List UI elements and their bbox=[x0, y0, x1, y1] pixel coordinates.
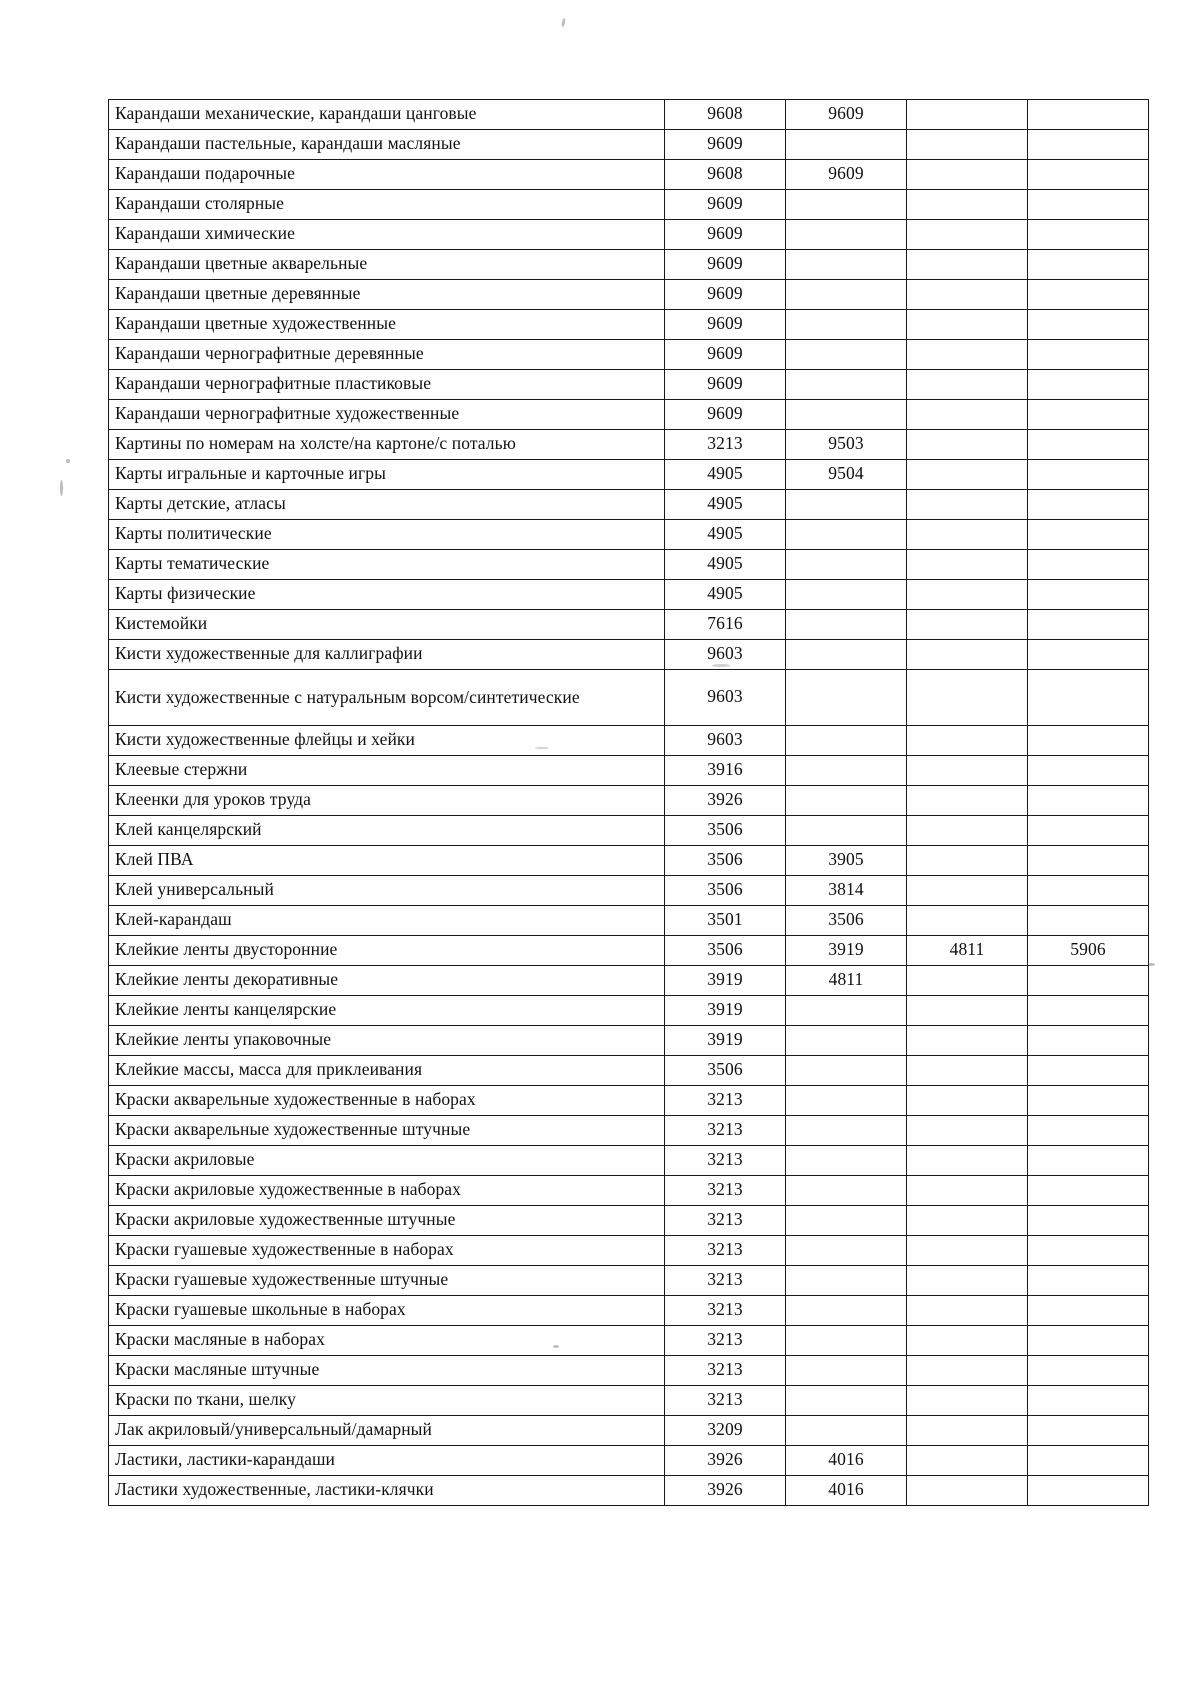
cell-code-2 bbox=[786, 1236, 907, 1266]
cell-code-3 bbox=[907, 490, 1028, 520]
table-row bbox=[109, 1476, 1149, 1506]
cell-code-2 bbox=[786, 220, 907, 250]
cell-code-2: 3905 bbox=[786, 846, 907, 876]
cell-code-4 bbox=[1028, 1296, 1149, 1326]
cell-code-2: 4016 bbox=[786, 1476, 907, 1506]
cell-code-2: 4811 bbox=[786, 966, 907, 996]
cell-code-2 bbox=[786, 580, 907, 610]
cell-item-name: Клейкие ленты упаковочные bbox=[109, 1026, 665, 1056]
cell-code-3 bbox=[907, 1026, 1028, 1056]
table-row bbox=[109, 670, 1149, 726]
cell-item-name: Клейкие массы, масса для приклеивания bbox=[109, 1056, 665, 1086]
table-row bbox=[109, 1206, 1149, 1236]
cell-item-name: Карандаши химические bbox=[109, 220, 665, 250]
cell-code-3 bbox=[907, 400, 1028, 430]
cell-item-name: Карты физические bbox=[109, 580, 665, 610]
cell-code-3 bbox=[907, 1296, 1028, 1326]
cell-code-4 bbox=[1028, 1056, 1149, 1086]
cell-code-1: 3213 bbox=[665, 1116, 786, 1146]
cell-code-1: 3213 bbox=[665, 1326, 786, 1356]
cell-code-4 bbox=[1028, 100, 1149, 130]
cell-item-name: Краски акриловые художественные штучные bbox=[109, 1206, 665, 1236]
table-row bbox=[109, 1296, 1149, 1326]
cell-code-3 bbox=[907, 1416, 1028, 1446]
cell-code-2 bbox=[786, 490, 907, 520]
cell-code-2: 3506 bbox=[786, 906, 907, 936]
cell-code-3 bbox=[907, 340, 1028, 370]
cell-code-3 bbox=[907, 520, 1028, 550]
cell-item-name: Карандаши цветные художественные bbox=[109, 310, 665, 340]
cell-code-1: 9609 bbox=[665, 400, 786, 430]
table-row bbox=[109, 130, 1149, 160]
cell-item-name: Краски акриловые bbox=[109, 1146, 665, 1176]
scan-artifact bbox=[561, 18, 566, 27]
table-row bbox=[109, 250, 1149, 280]
cell-code-2 bbox=[786, 250, 907, 280]
cell-code-1: 3506 bbox=[665, 936, 786, 966]
cell-code-4 bbox=[1028, 1086, 1149, 1116]
cell-code-3 bbox=[907, 726, 1028, 756]
cell-code-4 bbox=[1028, 460, 1149, 490]
cell-code-2: 9503 bbox=[786, 430, 907, 460]
cell-item-name: Краски гуашевые художественные штучные bbox=[109, 1266, 665, 1296]
table-row bbox=[109, 936, 1149, 966]
table-row bbox=[109, 1086, 1149, 1116]
table-row bbox=[109, 610, 1149, 640]
cell-code-3 bbox=[907, 550, 1028, 580]
cell-code-1: 3919 bbox=[665, 966, 786, 996]
cell-code-1: 9609 bbox=[665, 220, 786, 250]
cell-code-3 bbox=[907, 220, 1028, 250]
cell-code-1: 4905 bbox=[665, 550, 786, 580]
table-row bbox=[109, 370, 1149, 400]
cell-code-4 bbox=[1028, 1326, 1149, 1356]
cell-code-3 bbox=[907, 1356, 1028, 1386]
cell-item-name: Карандаши чернографитные деревянные bbox=[109, 340, 665, 370]
cell-code-3 bbox=[907, 1236, 1028, 1266]
table-row bbox=[109, 1056, 1149, 1086]
cell-code-3 bbox=[907, 250, 1028, 280]
cell-item-name: Карты тематические bbox=[109, 550, 665, 580]
scan-artifact bbox=[60, 480, 63, 496]
cell-code-4 bbox=[1028, 1026, 1149, 1056]
cell-code-3 bbox=[907, 310, 1028, 340]
cell-code-3 bbox=[907, 160, 1028, 190]
cell-code-4 bbox=[1028, 430, 1149, 460]
cell-code-2 bbox=[786, 996, 907, 1026]
cell-code-3 bbox=[907, 1116, 1028, 1146]
cell-code-1: 3213 bbox=[665, 430, 786, 460]
table-row bbox=[109, 160, 1149, 190]
cell-code-2 bbox=[786, 370, 907, 400]
cell-item-name: Клей ПВА bbox=[109, 846, 665, 876]
cell-code-3 bbox=[907, 580, 1028, 610]
cell-code-1: 3926 bbox=[665, 1446, 786, 1476]
cell-item-name: Картины по номерам на холсте/на картоне/с поталью bbox=[109, 430, 665, 460]
cell-item-name: Карты игральные и карточные игры bbox=[109, 460, 665, 490]
cell-code-1: 3926 bbox=[665, 1476, 786, 1506]
cell-code-4 bbox=[1028, 756, 1149, 786]
cell-code-4 bbox=[1028, 250, 1149, 280]
cell-item-name: Клеевые стержни bbox=[109, 756, 665, 786]
cell-code-2 bbox=[786, 190, 907, 220]
cell-item-name: Карандаши чернографитные художественные bbox=[109, 400, 665, 430]
cell-code-3 bbox=[907, 1176, 1028, 1206]
cell-code-2 bbox=[786, 1326, 907, 1356]
cell-code-3 bbox=[907, 670, 1028, 726]
cell-code-3 bbox=[907, 640, 1028, 670]
cell-code-3 bbox=[907, 876, 1028, 906]
cell-code-1: 9609 bbox=[665, 130, 786, 160]
scan-artifact bbox=[66, 459, 70, 463]
cell-code-4 bbox=[1028, 726, 1149, 756]
cell-code-1: 3213 bbox=[665, 1386, 786, 1416]
cell-code-4 bbox=[1028, 1386, 1149, 1416]
table-row bbox=[109, 1416, 1149, 1446]
cell-code-4 bbox=[1028, 996, 1149, 1026]
cell-code-4 bbox=[1028, 220, 1149, 250]
cell-code-2 bbox=[786, 1266, 907, 1296]
cell-item-name: Краски гуашевые школьные в наборах bbox=[109, 1296, 665, 1326]
cell-item-name: Карандаши механические, карандаши цанговые bbox=[109, 100, 665, 130]
cell-code-4 bbox=[1028, 670, 1149, 726]
table-row bbox=[109, 580, 1149, 610]
cell-item-name: Клейкие ленты канцелярские bbox=[109, 996, 665, 1026]
cell-code-1: 3213 bbox=[665, 1146, 786, 1176]
cell-code-4 bbox=[1028, 1206, 1149, 1236]
cell-code-3 bbox=[907, 1056, 1028, 1086]
table-row bbox=[109, 966, 1149, 996]
table-row bbox=[109, 846, 1149, 876]
cell-code-1: 9609 bbox=[665, 280, 786, 310]
cell-item-name: Кисти художественные флейцы и хейки bbox=[109, 726, 665, 756]
cell-item-name: Клейкие ленты декоративные bbox=[109, 966, 665, 996]
table-row bbox=[109, 1236, 1149, 1266]
cell-code-4 bbox=[1028, 1266, 1149, 1296]
cell-code-3 bbox=[907, 966, 1028, 996]
cell-code-1: 4905 bbox=[665, 490, 786, 520]
cell-code-1: 9608 bbox=[665, 100, 786, 130]
cell-code-4 bbox=[1028, 580, 1149, 610]
cell-code-2: 4016 bbox=[786, 1446, 907, 1476]
cell-item-name: Клейкие ленты двусторонние bbox=[109, 936, 665, 966]
cell-item-name: Карты политические bbox=[109, 520, 665, 550]
cell-code-2 bbox=[786, 1416, 907, 1446]
cell-code-4 bbox=[1028, 130, 1149, 160]
cell-code-4 bbox=[1028, 816, 1149, 846]
cell-code-4 bbox=[1028, 966, 1149, 996]
cell-code-1: 3506 bbox=[665, 846, 786, 876]
cell-code-1: 4905 bbox=[665, 580, 786, 610]
table-row bbox=[109, 726, 1149, 756]
cell-code-3 bbox=[907, 130, 1028, 160]
cell-code-3 bbox=[907, 1386, 1028, 1416]
cell-code-1: 7616 bbox=[665, 610, 786, 640]
cell-code-1: 3506 bbox=[665, 816, 786, 846]
table-row bbox=[109, 490, 1149, 520]
table-row bbox=[109, 1146, 1149, 1176]
cell-code-2 bbox=[786, 520, 907, 550]
cell-code-1: 3213 bbox=[665, 1236, 786, 1266]
cell-code-2 bbox=[786, 610, 907, 640]
cell-code-4 bbox=[1028, 876, 1149, 906]
cell-code-2 bbox=[786, 1356, 907, 1386]
cell-code-3 bbox=[907, 190, 1028, 220]
table-row bbox=[109, 906, 1149, 936]
cell-code-4 bbox=[1028, 280, 1149, 310]
table-row bbox=[109, 430, 1149, 460]
cell-code-3 bbox=[907, 460, 1028, 490]
cell-code-3 bbox=[907, 100, 1028, 130]
cell-code-3 bbox=[907, 1446, 1028, 1476]
cell-code-1: 3506 bbox=[665, 876, 786, 906]
cell-code-1: 9609 bbox=[665, 310, 786, 340]
cell-code-4 bbox=[1028, 610, 1149, 640]
cell-code-1: 9609 bbox=[665, 190, 786, 220]
cell-code-2: 3919 bbox=[786, 936, 907, 966]
cell-code-1: 9603 bbox=[665, 670, 786, 726]
cell-item-name: Краски акварельные художественные штучные bbox=[109, 1116, 665, 1146]
cell-code-4 bbox=[1028, 1416, 1149, 1446]
cell-code-4 bbox=[1028, 1116, 1149, 1146]
cell-code-1: 3213 bbox=[665, 1266, 786, 1296]
cell-code-2 bbox=[786, 1176, 907, 1206]
table-row bbox=[109, 1116, 1149, 1146]
cell-code-1: 4905 bbox=[665, 460, 786, 490]
cell-code-3 bbox=[907, 846, 1028, 876]
cell-code-4 bbox=[1028, 400, 1149, 430]
cell-code-4 bbox=[1028, 786, 1149, 816]
cell-code-3 bbox=[907, 1476, 1028, 1506]
table-row bbox=[109, 460, 1149, 490]
cell-item-name: Кистемойки bbox=[109, 610, 665, 640]
cell-code-3 bbox=[907, 786, 1028, 816]
table-row bbox=[109, 280, 1149, 310]
cell-code-4 bbox=[1028, 846, 1149, 876]
cell-code-2: 9504 bbox=[786, 460, 907, 490]
cell-code-2 bbox=[786, 400, 907, 430]
cell-item-name: Краски акварельные художественные в наборах bbox=[109, 1086, 665, 1116]
table-row bbox=[109, 520, 1149, 550]
cell-code-4 bbox=[1028, 1146, 1149, 1176]
table-row bbox=[109, 190, 1149, 220]
cell-code-2 bbox=[786, 640, 907, 670]
cell-item-name: Карандаши цветные деревянные bbox=[109, 280, 665, 310]
table-row bbox=[109, 100, 1149, 130]
cell-code-1: 9603 bbox=[665, 726, 786, 756]
table-row bbox=[109, 1026, 1149, 1056]
cell-item-name: Краски акриловые художественные в наборах bbox=[109, 1176, 665, 1206]
cell-code-2 bbox=[786, 1296, 907, 1326]
cell-code-1: 3506 bbox=[665, 1056, 786, 1086]
cell-code-1: 3919 bbox=[665, 1026, 786, 1056]
cell-code-3 bbox=[907, 996, 1028, 1026]
cell-item-name: Краски масляные в наборах bbox=[109, 1326, 665, 1356]
cell-code-3 bbox=[907, 1206, 1028, 1236]
table-row bbox=[109, 310, 1149, 340]
table-row bbox=[109, 756, 1149, 786]
cell-code-2 bbox=[786, 1116, 907, 1146]
cell-code-2 bbox=[786, 1206, 907, 1236]
cell-item-name: Ластики художественные, ластики-клячки bbox=[109, 1476, 665, 1506]
cell-code-2: 3814 bbox=[786, 876, 907, 906]
cell-code-2 bbox=[786, 130, 907, 160]
cell-code-1: 9609 bbox=[665, 340, 786, 370]
cell-code-1: 3213 bbox=[665, 1086, 786, 1116]
cell-code-1: 3213 bbox=[665, 1176, 786, 1206]
cell-code-1: 4905 bbox=[665, 520, 786, 550]
table-row bbox=[109, 1386, 1149, 1416]
cell-item-name: Карандаши цветные акварельные bbox=[109, 250, 665, 280]
scan-artifact bbox=[1148, 963, 1155, 966]
table-row bbox=[109, 786, 1149, 816]
cell-code-1: 3209 bbox=[665, 1416, 786, 1446]
table-row bbox=[109, 996, 1149, 1026]
cell-code-1: 3501 bbox=[665, 906, 786, 936]
cell-code-1: 9609 bbox=[665, 370, 786, 400]
goods-codes-table bbox=[108, 99, 1149, 1506]
cell-item-name: Клей универсальный bbox=[109, 876, 665, 906]
table-row bbox=[109, 1446, 1149, 1476]
cell-code-3 bbox=[907, 370, 1028, 400]
cell-code-4 bbox=[1028, 550, 1149, 580]
cell-code-2 bbox=[786, 756, 907, 786]
cell-code-4 bbox=[1028, 906, 1149, 936]
cell-code-4 bbox=[1028, 1446, 1149, 1476]
cell-code-4 bbox=[1028, 370, 1149, 400]
cell-code-4 bbox=[1028, 190, 1149, 220]
cell-code-4 bbox=[1028, 520, 1149, 550]
cell-item-name: Карандаши подарочные bbox=[109, 160, 665, 190]
table-row bbox=[109, 220, 1149, 250]
cell-item-name: Карандаши столярные bbox=[109, 190, 665, 220]
cell-code-3: 4811 bbox=[907, 936, 1028, 966]
cell-code-2 bbox=[786, 1086, 907, 1116]
cell-code-3 bbox=[907, 430, 1028, 460]
cell-code-1: 9603 bbox=[665, 640, 786, 670]
cell-code-3 bbox=[907, 1146, 1028, 1176]
table-row bbox=[109, 876, 1149, 906]
cell-code-4 bbox=[1028, 640, 1149, 670]
cell-code-2 bbox=[786, 726, 907, 756]
cell-code-3 bbox=[907, 1266, 1028, 1296]
cell-code-3 bbox=[907, 280, 1028, 310]
table-row bbox=[109, 340, 1149, 370]
cell-item-name: Краски гуашевые художественные в наборах bbox=[109, 1236, 665, 1266]
cell-code-3 bbox=[907, 756, 1028, 786]
cell-code-4 bbox=[1028, 1176, 1149, 1206]
cell-item-name: Клей-карандаш bbox=[109, 906, 665, 936]
cell-code-2 bbox=[786, 786, 907, 816]
table-row bbox=[109, 640, 1149, 670]
cell-item-name: Карандаши пастельные, карандаши масляные bbox=[109, 130, 665, 160]
table-row bbox=[109, 816, 1149, 846]
cell-code-3 bbox=[907, 906, 1028, 936]
cell-code-2 bbox=[786, 340, 907, 370]
cell-item-name: Кисти художественные с натуральным ворсом/синтетические bbox=[109, 670, 665, 726]
cell-code-2 bbox=[786, 670, 907, 726]
cell-code-2 bbox=[786, 816, 907, 846]
cell-code-4 bbox=[1028, 1356, 1149, 1386]
table-row bbox=[109, 1266, 1149, 1296]
cell-item-name: Ластики, ластики-карандаши bbox=[109, 1446, 665, 1476]
cell-code-3 bbox=[907, 1086, 1028, 1116]
cell-item-name: Карты детские, атласы bbox=[109, 490, 665, 520]
table-row bbox=[109, 550, 1149, 580]
cell-item-name: Клеенки для уроков труда bbox=[109, 786, 665, 816]
cell-code-1: 3213 bbox=[665, 1206, 786, 1236]
cell-code-4 bbox=[1028, 310, 1149, 340]
cell-item-name: Краски масляные штучные bbox=[109, 1356, 665, 1386]
cell-code-2 bbox=[786, 310, 907, 340]
cell-item-name: Краски по ткани, шелку bbox=[109, 1386, 665, 1416]
cell-code-2 bbox=[786, 550, 907, 580]
table-row bbox=[109, 400, 1149, 430]
cell-code-4 bbox=[1028, 1236, 1149, 1266]
cell-code-2 bbox=[786, 1056, 907, 1086]
cell-code-1: 3213 bbox=[665, 1356, 786, 1386]
table-row bbox=[109, 1326, 1149, 1356]
cell-item-name: Клей канцелярский bbox=[109, 816, 665, 846]
cell-code-1: 3916 bbox=[665, 756, 786, 786]
cell-code-2 bbox=[786, 280, 907, 310]
cell-code-4 bbox=[1028, 160, 1149, 190]
table-row bbox=[109, 1176, 1149, 1206]
table-row bbox=[109, 1356, 1149, 1386]
cell-code-1: 3919 bbox=[665, 996, 786, 1026]
cell-code-4: 5906 bbox=[1028, 936, 1149, 966]
cell-code-2 bbox=[786, 1146, 907, 1176]
cell-item-name: Лак акриловый/универсальный/дамарный bbox=[109, 1416, 665, 1446]
cell-code-2 bbox=[786, 1386, 907, 1416]
cell-code-4 bbox=[1028, 1476, 1149, 1506]
cell-code-2: 9609 bbox=[786, 160, 907, 190]
cell-item-name: Карандаши чернографитные пластиковые bbox=[109, 370, 665, 400]
cell-item-name: Кисти художественные для каллиграфии bbox=[109, 640, 665, 670]
cell-code-1: 3213 bbox=[665, 1296, 786, 1326]
cell-code-4 bbox=[1028, 340, 1149, 370]
cell-code-1: 9609 bbox=[665, 250, 786, 280]
cell-code-2: 9609 bbox=[786, 100, 907, 130]
cell-code-1: 3926 bbox=[665, 786, 786, 816]
cell-code-3 bbox=[907, 816, 1028, 846]
cell-code-3 bbox=[907, 1326, 1028, 1356]
cell-code-4 bbox=[1028, 490, 1149, 520]
cell-code-3 bbox=[907, 610, 1028, 640]
cell-code-1: 9608 bbox=[665, 160, 786, 190]
cell-code-2 bbox=[786, 1026, 907, 1056]
